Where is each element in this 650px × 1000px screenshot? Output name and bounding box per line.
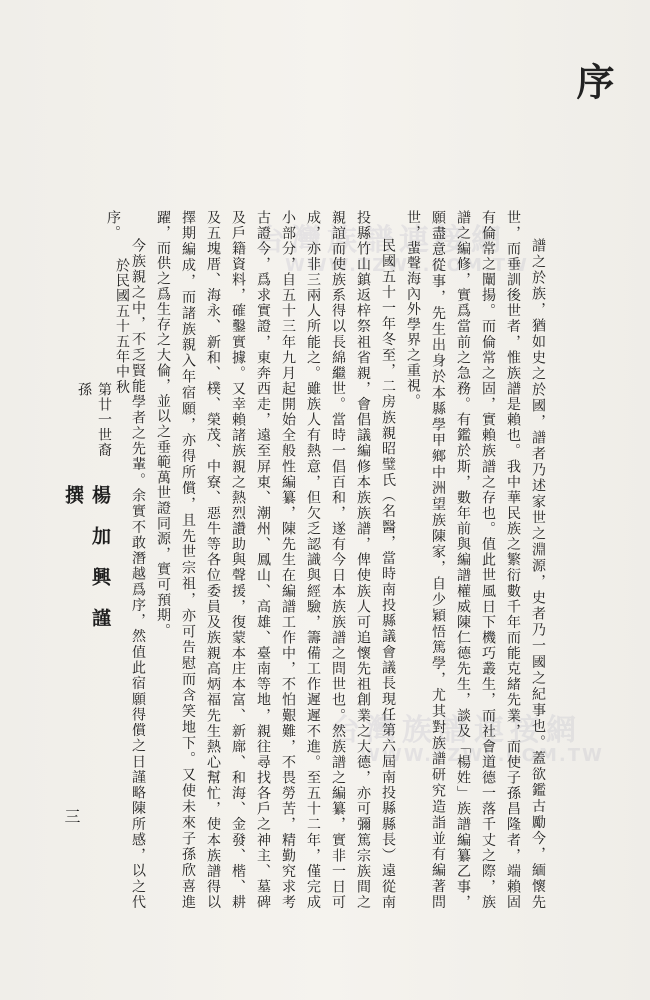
- watermark-upper: 台灣族譜連接網: [255, 223, 507, 258]
- watermark-lower-url: WWW.TZWL.COM.TW: [360, 745, 604, 766]
- signature-block: [60, 260, 114, 680]
- page-number: 三: [62, 808, 81, 824]
- paragraph-3: 今族親之中，不乏賢能學者之先輩。余實不敢潛越爲序，然值此宿願得償之日謹略陳所感，以之代序。: [105, 210, 146, 910]
- watermark-upper-url: WWW.TZWL.COM.TW: [285, 255, 529, 276]
- watermark-lower: 台灣族譜連接網: [330, 713, 582, 748]
- signature-name: 楊加興謹撰: [62, 484, 111, 649]
- dateline: 於民國五十五年中秋: [114, 258, 130, 395]
- signature-generation: 第廿一世裔孫: [76, 382, 112, 458]
- paragraph-2: 民國五十一年冬至，二房族親昭璧氏（名醫，當時南投縣議會議長現任第六屆南投縣縣長）遠從南投縣竹山鎮返梓祭祖省親，會倡議編修本族族譜，俾使族人可追懷先祖創業之大德，亦可彌篤宗族間之親誼而使族系得以長綿繼世。當時一倡百和，遂有今日本族族譜之問世也。然族譜之編纂，實非一日可成，亦非三兩人所能之。雖族人有熱意，但欠乏認識與經驗，籌備工作遲遲不進。至五十二年，僅完成小部分，自五十三年九月起開始全般性編纂，陳先生在編譜工作中，不怕艱難，不畏勞苦，精勤究求考古證今，爲求實證，東奔西走，遠至屏東、潮州、鳳山、高雄、臺南等地，親往尋找各戶之神主、墓碑及戶籍資料，確鑿實據。又幸賴諸族親之熱烈讚助與聲援，復蒙本庄本富、新廍、和海、金發、楷、耕及五塊厝、海永、新和、樸、榮茂、中寮、惡牛等各位委員及族親高炳福先生熱心幫忙，使本族譜得以擇期編成，而諸族親入年宿願，亦得所償，且先世宗祖，亦可告慰而含笑地下。又使未來子孫欣喜進躍，而供之爲生存之大倫，並以之垂範萬世證同源，實可預期。: [155, 210, 396, 910]
- paragraph-1: 譜之於族，猶如史之於國，譜者乃述家世之淵源，史者乃一國之紀事也。蓋欲鑑古勵今，緬懷先世，而垂訓後世者，惟族譜是賴也。我中華民族之繁衍數千年而能克緒先業，而使子孫昌隆者，端賴固有倫常之闡揚。而倫常之固，實賴族譜之存也。值此世風日下機巧叢生，而社會道德一落千丈之際，族譜之編修，實爲當前之急務。有鑑於斯，數年前與編譜權威陳仁德先生，談及「楊姓」族譜編纂乙事，願盡意從事，先生出身於本縣學甲鄉中洲望族陳家，自少穎悟篤學，尤其對族譜研究造詣並有編著問世，蜚聲海內外學界之重視。: [405, 210, 546, 910]
- page-title: 序: [570, 62, 615, 100]
